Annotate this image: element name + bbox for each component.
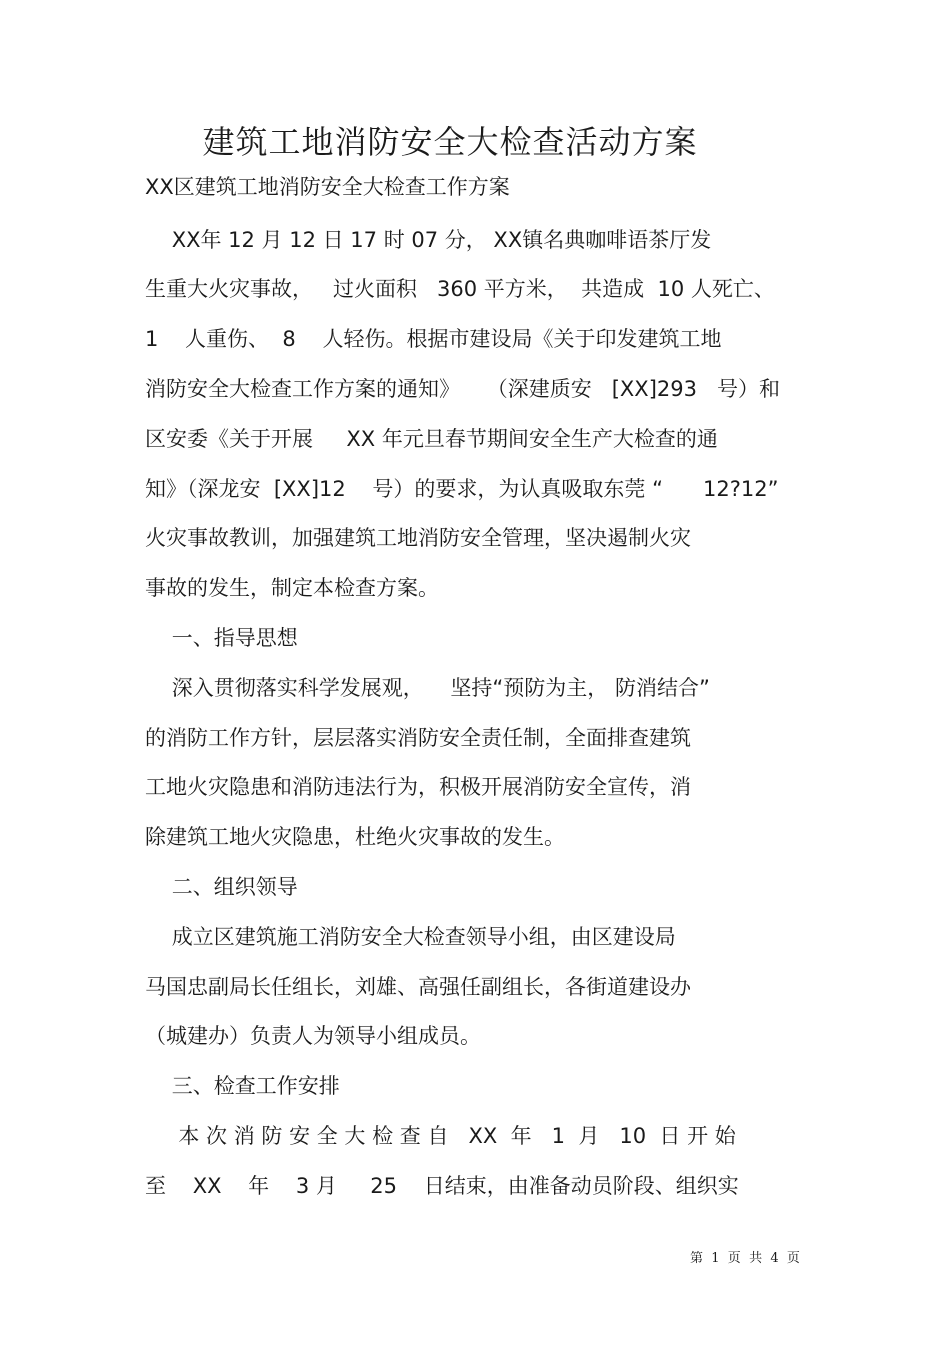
paragraph-line: 成立区建筑施工消防安全大检查领导小组，由区建设局 — [145, 925, 676, 949]
section-heading: 一、指导思想 — [145, 626, 298, 650]
paragraph-line: 事故的发生，制定本检查方案。 — [145, 576, 439, 600]
page-number-footer: 第 1 页 共 4 页 — [690, 1251, 800, 1266]
paragraph-line: （城建办）负责人为领导小组成员。 — [145, 1024, 481, 1048]
paragraph-line: 本 次 消 防 安 全 大 检 查 自 XX 年 1 月 10 日 开 始 — [145, 1124, 736, 1148]
section-heading: 三、检查工作安排 — [145, 1074, 340, 1098]
paragraph-line: 知》（深龙安 [XX]12 号）的要求，为认真吸取东莞 “ 12?12” — [145, 477, 779, 501]
paragraph-line: 至 XX 年 3 月 25 日结束，由准备动员阶段、组织实 — [145, 1174, 739, 1198]
document-title: 建筑工地消防安全大检查活动方案 — [202, 123, 698, 161]
paragraph-line: 除建筑工地火灾隐患，杜绝火灾事故的发生。 — [145, 825, 565, 849]
paragraph-line: 1 人重伤、 8 人轻伤。根据市建设局《关于印发建筑工地 — [145, 327, 722, 351]
paragraph-line: 区安委《关于开展 XX 年元旦春节期间安全生产大检查的通 — [145, 427, 718, 451]
paragraph-line: 消防安全大检查工作方案的通知》 （深建质安 [XX]293 号）和 — [145, 377, 780, 401]
paragraph-line: 深入贯彻落实科学发展观， 坚持“预防为主， 防消结合” — [145, 676, 710, 700]
paragraph-line: 的消防工作方针，层层落实消防安全责任制，全面排查建筑 — [145, 726, 691, 750]
paragraph-line: 马国忠副局长任组长，刘雄、高强任副组长，各街道建设办 — [145, 975, 691, 999]
paragraph-line: 生重大火灾事故， 过火面积 360 平方米， 共造成 10 人死亡、 — [145, 277, 775, 301]
paragraph-line: XX年 12 月 12 日 17 时 07 分， XX镇名典咖啡语茶厅发 — [145, 228, 712, 252]
paragraph-line: 工地火灾隐患和消防违法行为，积极开展消防安全宣传，消 — [145, 775, 691, 799]
section-heading: 二、组织领导 — [145, 875, 298, 899]
paragraph-line: 火灾事故教训，加强建筑工地消防安全管理，坚决遏制火灾 — [145, 526, 691, 550]
document-subtitle: XX区建筑工地消防安全大检查工作方案 — [145, 175, 510, 199]
